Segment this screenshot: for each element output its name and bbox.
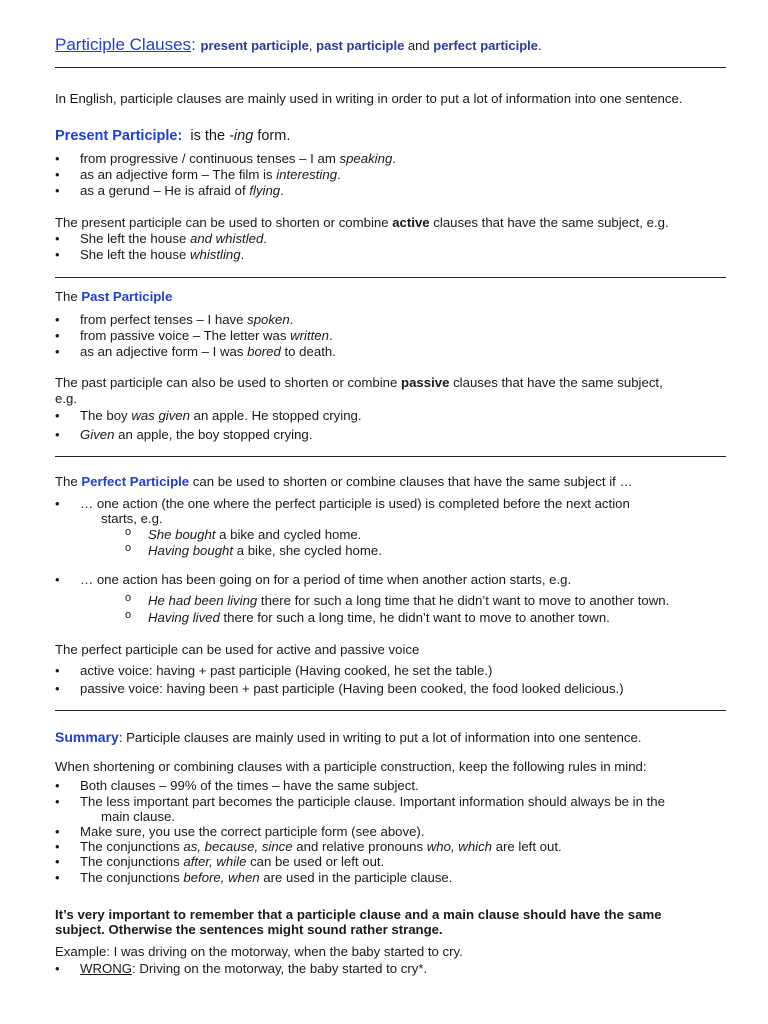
- list-item: • She left the house and whistled.: [80, 231, 267, 246]
- summary-paragraph: Summary: Participle clauses are mainly used in writing to put a lot of information into one sentence.: [55, 729, 642, 745]
- divider: [55, 710, 726, 711]
- divider: [55, 277, 726, 278]
- list-item: • from perfect tenses – I have spoken.: [80, 312, 293, 327]
- list-item-continuation: main clause.: [101, 809, 176, 824]
- list-item-continuation: starts, e.g.: [101, 511, 163, 526]
- list-item: • Both clauses – 99% of the times – have the same subject.: [80, 778, 419, 793]
- past-heading: The Past Participle: [55, 289, 173, 304]
- divider: [55, 456, 726, 457]
- example-text: Example: I was driving on the motorway, when the baby started to cry.: [55, 944, 463, 959]
- sub-list-item: o Having lived there for such a long time, he didn’t want to move to another town.: [148, 610, 610, 625]
- warning-text-2: subject. Otherwise the sentences might sound rather strange.: [55, 922, 443, 937]
- sub-list-item: o He had been living there for such a long time that he didn’t want to move to another town.: [148, 593, 669, 608]
- past-shorten-text-2: e.g.: [55, 391, 77, 406]
- sub-list-item: o Having bought a bike, she cycled home.: [148, 543, 382, 558]
- list-item: • as a gerund – He is afraid of flying.: [80, 183, 284, 198]
- present-shorten-text: The present participle can be used to shorten or combine active clauses that have the same subject, e.g.: [55, 215, 669, 230]
- list-item: • The boy was given an apple. He stopped crying.: [80, 408, 362, 423]
- list-item: • She left the house whistling.: [80, 247, 244, 262]
- list-item: • Given an apple, the boy stopped crying.: [80, 427, 312, 442]
- list-item: • The conjunctions as, because, since and relative pronouns who, which are left out.: [80, 839, 562, 854]
- list-item: • The conjunctions after, while can be used or left out.: [80, 854, 384, 869]
- perfect-heading: The Perfect Participle can be used to shorten or combine clauses that have the same subject if …: [55, 474, 633, 489]
- title-main: Participle Clauses: [55, 35, 192, 54]
- document-title: Participle Clauses: present participle, past participle and perfect participle.: [55, 35, 542, 54]
- list-item: • WRONG: Driving on the motorway, the baby started to cry*.: [80, 961, 427, 976]
- list-item: • … one action has been going on for a period of time when another action starts, e.g.: [80, 572, 571, 587]
- warning-text: It’s very important to remember that a participle clause and a main clause should have the same: [55, 907, 662, 922]
- rules-intro: When shortening or combining clauses with a participle construction, keep the following rules in mind:: [55, 759, 647, 774]
- sub-list-item: o She bought a bike and cycled home.: [148, 527, 361, 542]
- list-item: • passive voice: having been + past participle (Having been cooked, the food looked delicious.): [80, 681, 624, 696]
- voice-intro: The perfect participle can be used for active and passive voice: [55, 642, 420, 657]
- list-item: • … one action (the one where the perfect participle is used) is completed before the next action: [80, 496, 630, 511]
- list-item: • active voice: having + past participle (Having cooked, he set the table.): [80, 663, 492, 678]
- list-item: • as an adjective form – The film is interesting.: [80, 167, 341, 182]
- list-item: • Make sure, you use the correct participle form (see above).: [80, 824, 425, 839]
- list-item: • The conjunctions before, when are used in the participle clause.: [80, 870, 452, 885]
- list-item: • as an adjective form – I was bored to death.: [80, 344, 336, 359]
- intro-text: In English, participle clauses are mainly used in writing in order to put a lot of information into one sentence.: [55, 91, 683, 106]
- divider: [55, 67, 726, 68]
- list-item: • from passive voice – The letter was written.: [80, 328, 333, 343]
- list-item: • The less important part becomes the participle clause. Important information should always be in the: [80, 794, 665, 809]
- list-item: • from progressive / continuous tenses – I am speaking.: [80, 151, 396, 166]
- present-heading: Present Participle: is the -ing form.: [55, 128, 291, 144]
- past-shorten-text: The past participle can also be used to shorten or combine passive clauses that have the same subject,: [55, 375, 663, 390]
